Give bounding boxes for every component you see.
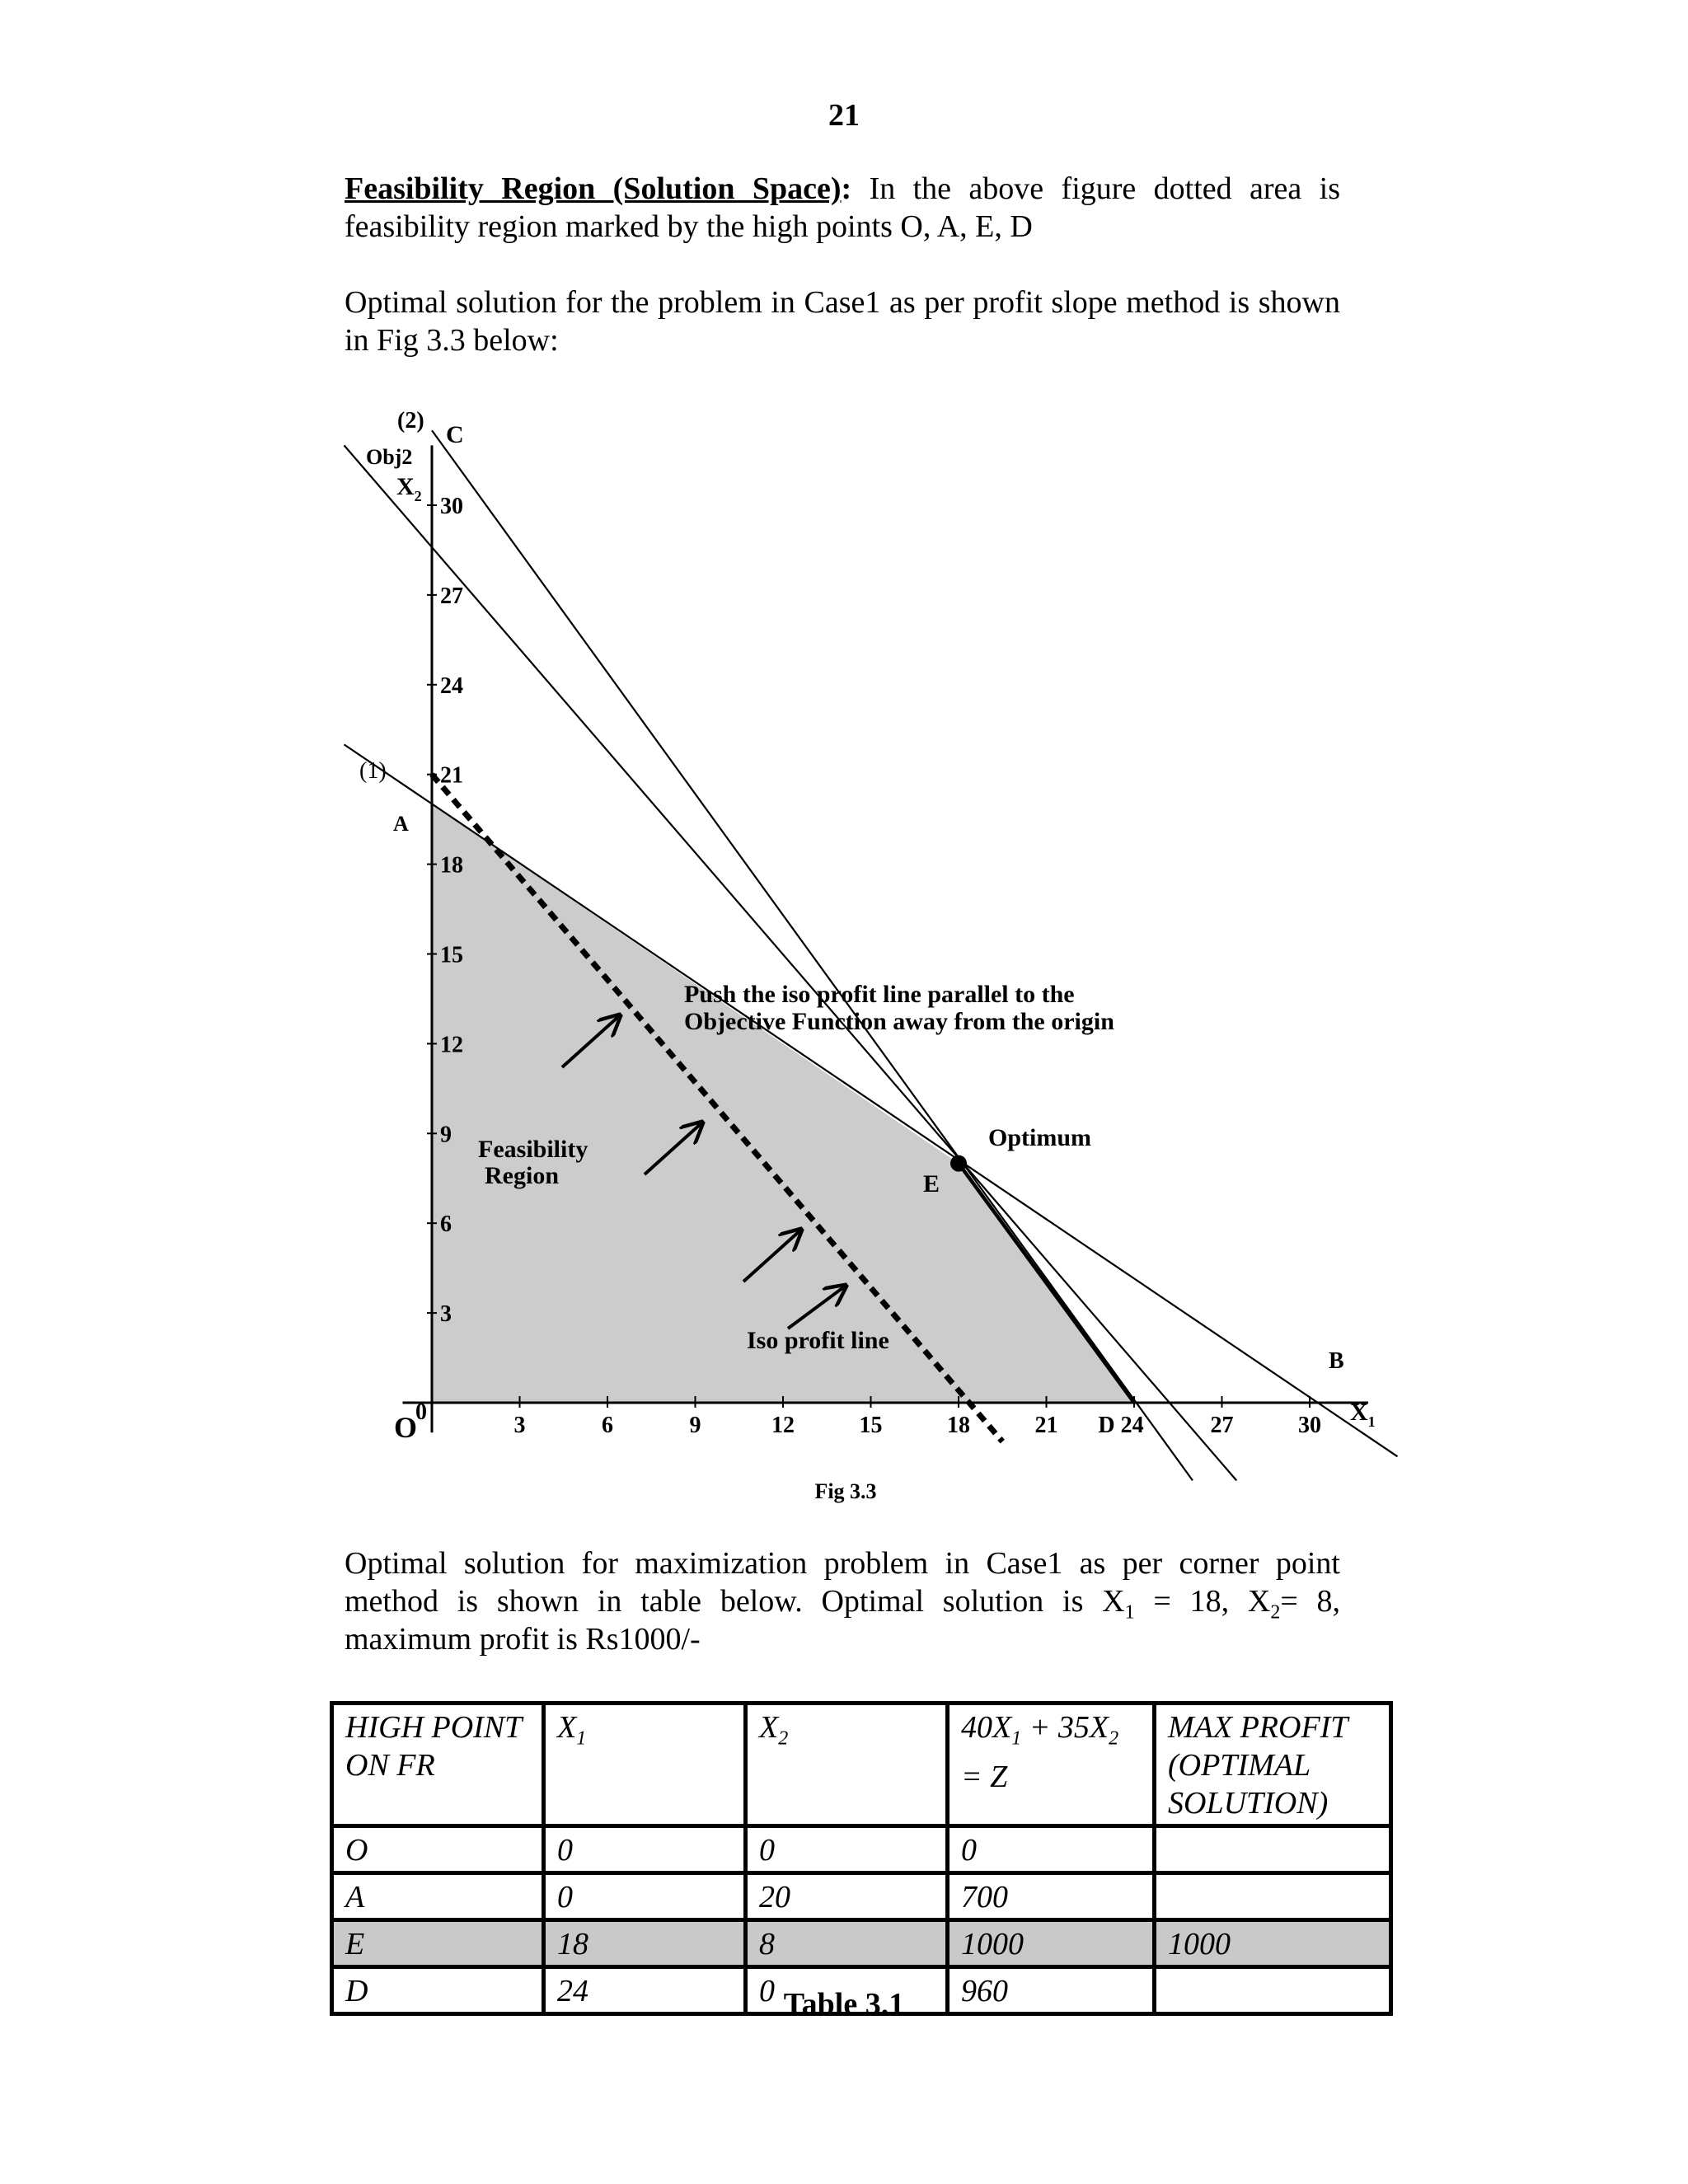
y-tick-label: 15 — [440, 942, 463, 968]
table-row — [332, 1826, 1391, 1873]
section-heading: Feasibility Region (Solution Space) — [345, 171, 842, 206]
cell-point: O — [332, 1826, 544, 1873]
cell-x1: 0 — [544, 1826, 746, 1873]
header-objective: $40X_1 + 35X_2$ = Z — [948, 1704, 1155, 1826]
table-caption: Table 3.1 — [783, 1987, 905, 2022]
y-tick-label: 27 — [440, 583, 463, 609]
label-obj2: Obj2 — [366, 445, 413, 469]
y-tick-label: 3 — [440, 1301, 452, 1328]
optimum-label: Optimum — [988, 1124, 1092, 1151]
table-row-optimal — [332, 1920, 1391, 1967]
label-line1: (1) — [359, 758, 387, 784]
corner-line-3: maximum profit is Rs1000/- — [345, 1622, 701, 1657]
label-line2: (2) — [397, 408, 424, 434]
label-B: B — [1329, 1348, 1344, 1374]
page-number: 21 — [828, 98, 860, 133]
label-X2: $X_2$ — [396, 473, 422, 504]
cell-max — [1155, 1826, 1391, 1873]
x-tick-label: 21 — [1034, 1413, 1058, 1438]
corner-point-paragraph-end — [345, 1620, 1340, 1658]
x-tick-label: 3 — [513, 1413, 526, 1438]
table-header-row — [332, 1704, 1391, 1826]
header-max-profit: MAX PROFIT (OPTIMAL SOLUTION) — [1155, 1704, 1391, 1826]
x-tick-label: 6 — [602, 1413, 613, 1438]
results-table — [330, 1701, 1393, 2016]
cell-max: 1000 — [1155, 1920, 1391, 1967]
cell-z: 700 — [948, 1873, 1155, 1920]
feasibility-label-1: Feasibility — [478, 1136, 588, 1163]
cell-z: 960 — [948, 1967, 1155, 2014]
cell-max — [1155, 1873, 1391, 1920]
y-tick-label: 9 — [440, 1122, 452, 1148]
header-high-point: HIGH POINT ON FR — [332, 1704, 544, 1826]
cell-x1: 24 — [544, 1967, 746, 2014]
intro-text: In the above figure dotted area is feasibility region marked by the high points O, A, E, D — [345, 171, 1341, 244]
corner-line-2: method is shown in table below. Optimal solution is $X_1 = 18$, $X_2= 8$, — [345, 1584, 1341, 1624]
x-tick-label: 18 — [947, 1413, 970, 1438]
cell-point: E — [332, 1920, 544, 1967]
x-tick-label: 27 — [1210, 1413, 1234, 1438]
results-table-wrap — [330, 1701, 1393, 2016]
figure-caption: Fig 3.3 — [814, 1479, 877, 1503]
x-tick-label: 30 — [1298, 1413, 1321, 1438]
x-tick-label: 12 — [771, 1413, 795, 1438]
cell-point: A — [332, 1873, 544, 1920]
cell-x2: 8 — [746, 1920, 948, 1967]
y-tick-label: 18 — [440, 852, 463, 879]
cell-x2: 20 — [746, 1873, 948, 1920]
y-tick-label: 21 — [440, 762, 463, 789]
label-A: A — [393, 812, 409, 836]
cell-x1: 18 — [544, 1920, 746, 1967]
feasibility-label-2: Region — [485, 1162, 559, 1189]
x-tick-label: 15 — [859, 1413, 883, 1438]
feasible-region — [432, 804, 1134, 1403]
y-tick-label: 30 — [440, 494, 463, 519]
y-tick-label: 12 — [440, 1032, 463, 1058]
cell-z: 1000 — [948, 1920, 1155, 1967]
origin-zero-label: 0 — [415, 1399, 427, 1425]
header-x2: $X_2$ — [746, 1704, 948, 1826]
push-annotation-1: Push the iso profit line parallel to the — [684, 981, 1075, 1008]
push-annotation-2: Objective Function away from the origin — [684, 1008, 1114, 1035]
method-text: Optimal solution for the problem in Case1 as per profit slope method is shown in Fig 3.3 below: — [345, 285, 1340, 358]
header-x1: $X_1$ — [544, 1704, 746, 1826]
cell-x2: 0 — [746, 1967, 948, 2014]
label-E: E — [923, 1170, 940, 1197]
section-colon: : — [841, 171, 852, 206]
origin-label: O — [394, 1411, 418, 1444]
label-X1: $X_1$ — [1350, 1399, 1376, 1430]
corner-point-paragraph — [345, 1544, 1340, 1632]
table-row — [332, 1873, 1391, 1920]
x-tick-label: D 24 — [1098, 1413, 1144, 1438]
label-C: C — [446, 421, 464, 448]
cell-z: 0 — [948, 1826, 1155, 1873]
corner-line-1: Optimal solution for maximization problem in Case1 as per corner point — [345, 1546, 1340, 1581]
y-tick-label: 6 — [440, 1212, 452, 1238]
y-tick-label: 24 — [440, 673, 463, 699]
cell-x1: 0 — [544, 1873, 746, 1920]
optimum-point — [950, 1155, 967, 1172]
cell-point: D — [332, 1967, 544, 2014]
iso-profit-label: Iso profit line — [747, 1327, 889, 1354]
x-tick-label: 9 — [689, 1413, 701, 1438]
cell-x2: 0 — [746, 1826, 948, 1873]
